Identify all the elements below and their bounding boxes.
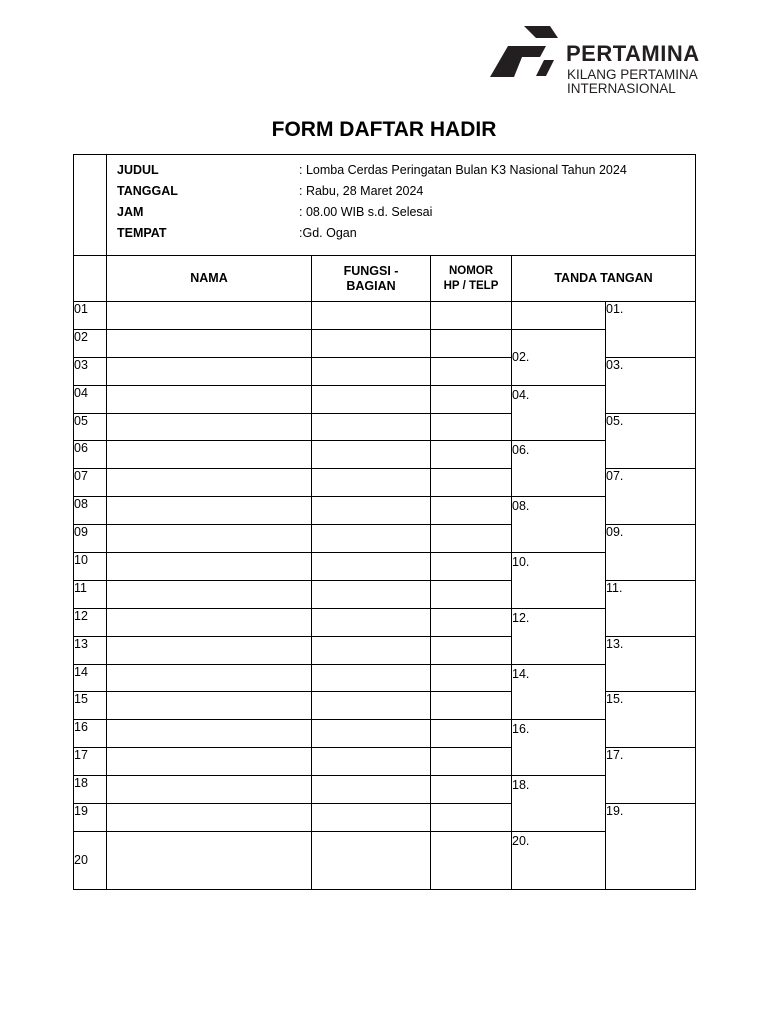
row-number: 18 (74, 776, 107, 804)
info-label: JAM (117, 205, 144, 219)
nama-field[interactable] (107, 608, 312, 636)
nomor-hp-field[interactable] (431, 580, 512, 608)
fungsi-field[interactable] (312, 497, 431, 525)
nama-field[interactable] (107, 580, 312, 608)
nomor-hp-field[interactable] (431, 720, 512, 748)
header-row (74, 256, 696, 302)
nama-field[interactable] (107, 776, 312, 804)
header-nomor-hp: NOMOR HP / TELP (431, 256, 512, 302)
fungsi-field[interactable] (312, 413, 431, 441)
nomor-hp-field[interactable] (431, 525, 512, 553)
row-number: 11 (74, 580, 107, 608)
row-number: 20 (74, 831, 107, 889)
attendance-row (74, 831, 696, 889)
header-fungsi-bagian: FUNGSI - BAGIAN (312, 256, 431, 302)
fungsi-field[interactable] (312, 580, 431, 608)
info-row-tanggal (117, 182, 685, 203)
row-number: 17 (74, 748, 107, 776)
fungsi-field[interactable] (312, 329, 431, 357)
signature-left-blank (512, 302, 606, 330)
nama-field[interactable] (107, 831, 312, 889)
signature-field-right[interactable]: 19. (606, 804, 696, 890)
fungsi-field[interactable] (312, 553, 431, 581)
row-number: 01 (74, 302, 107, 330)
nama-field[interactable] (107, 804, 312, 832)
signature-field-right[interactable]: 13. (606, 636, 696, 692)
fungsi-field[interactable] (312, 302, 431, 330)
attendance-row (74, 302, 696, 330)
nomor-hp-field[interactable] (431, 776, 512, 804)
row-number: 16 (74, 720, 107, 748)
info-value: : Lomba Cerdas Peringatan Bulan K3 Nasional Tahun 2024 (299, 163, 627, 177)
signature-field-left[interactable]: 08. (512, 497, 606, 553)
fungsi-field[interactable] (312, 804, 431, 832)
info-value: : Rabu, 28 Maret 2024 (299, 184, 424, 198)
nomor-hp-field[interactable] (431, 441, 512, 469)
logo-subtitle-line2: INTERNASIONAL (567, 81, 676, 96)
row-number: 13 (74, 636, 107, 664)
fungsi-field[interactable] (312, 692, 431, 720)
fungsi-field[interactable] (312, 441, 431, 469)
info-row-tempat (117, 224, 685, 245)
attendance-row (74, 385, 696, 413)
logo-subtitle-line1: KILANG PERTAMINA (567, 67, 698, 82)
nama-field[interactable] (107, 748, 312, 776)
attendance-row (74, 720, 696, 748)
fungsi-field[interactable] (312, 469, 431, 497)
signature-field-right[interactable]: 15. (606, 692, 696, 748)
signature-field-left[interactable]: 18. (512, 776, 606, 832)
header-nama: NAMA (107, 256, 312, 302)
nama-field[interactable] (107, 525, 312, 553)
row-number: 14 (74, 664, 107, 692)
nama-field[interactable] (107, 692, 312, 720)
nomor-hp-field[interactable] (431, 664, 512, 692)
info-value: : 08.00 WIB s.d. Selesai (299, 205, 433, 219)
fungsi-field[interactable] (312, 831, 431, 889)
nama-field[interactable] (107, 664, 312, 692)
nomor-hp-field[interactable] (431, 636, 512, 664)
signature-field-left[interactable]: 20. (512, 831, 606, 889)
nomor-hp-field[interactable] (431, 302, 512, 330)
info-label: JUDUL (117, 163, 159, 177)
nama-field[interactable] (107, 385, 312, 413)
signature-field-left[interactable]: 02. (512, 329, 606, 385)
signature-field-right[interactable]: 07. (606, 469, 696, 525)
nomor-hp-field[interactable] (431, 357, 512, 385)
row-number: 15 (74, 692, 107, 720)
header-blank-cell (74, 256, 107, 302)
info-section-row (74, 155, 696, 256)
nama-field[interactable] (107, 469, 312, 497)
row-number: 07 (74, 469, 107, 497)
nama-field[interactable] (107, 553, 312, 581)
pertamina-emblem-icon (488, 24, 560, 80)
signature-field-left[interactable]: 16. (512, 720, 606, 776)
row-number: 12 (74, 608, 107, 636)
nomor-hp-field[interactable] (431, 553, 512, 581)
signature-field-right[interactable]: 11. (606, 580, 696, 636)
fungsi-field[interactable] (312, 776, 431, 804)
fungsi-field[interactable] (312, 720, 431, 748)
nama-field[interactable] (107, 497, 312, 525)
row-number: 06 (74, 441, 107, 469)
row-number: 05 (74, 413, 107, 441)
nama-field[interactable] (107, 302, 312, 330)
row-number: 19 (74, 804, 107, 832)
info-row-jam (117, 203, 685, 224)
attendance-row (74, 776, 696, 804)
signature-field-left[interactable]: 10. (512, 553, 606, 609)
fungsi-field[interactable] (312, 385, 431, 413)
info-block (107, 155, 696, 256)
nomor-hp-field[interactable] (431, 608, 512, 636)
signature-field-right[interactable]: 05. (606, 413, 696, 469)
attendance-row (74, 553, 696, 581)
signature-field-right[interactable]: 09. (606, 525, 696, 581)
fungsi-field[interactable] (312, 636, 431, 664)
nama-field[interactable] (107, 357, 312, 385)
row-number: 09 (74, 525, 107, 553)
fungsi-field[interactable] (312, 608, 431, 636)
nama-field[interactable] (107, 441, 312, 469)
signature-field-right[interactable]: 03. (606, 357, 696, 413)
nomor-hp-field[interactable] (431, 831, 512, 889)
info-label: TANGGAL (117, 184, 178, 198)
nama-field[interactable] (107, 636, 312, 664)
fungsi-field[interactable] (312, 664, 431, 692)
nomor-hp-field[interactable] (431, 469, 512, 497)
attendance-row (74, 441, 696, 469)
attendance-row (74, 608, 696, 636)
row-number: 08 (74, 497, 107, 525)
logo-name: PERTAMINA (566, 41, 700, 66)
nomor-hp-field[interactable] (431, 748, 512, 776)
attendance-row (74, 497, 696, 525)
nomor-hp-field[interactable] (431, 329, 512, 357)
nama-field[interactable] (107, 720, 312, 748)
attendance-row (74, 664, 696, 692)
nomor-hp-field[interactable] (431, 692, 512, 720)
nomor-hp-field[interactable] (431, 385, 512, 413)
fungsi-field[interactable] (312, 748, 431, 776)
nama-field[interactable] (107, 329, 312, 357)
signature-field-left[interactable]: 06. (512, 441, 606, 497)
info-label: TEMPAT (117, 226, 167, 240)
signature-field-right[interactable]: 01. (606, 302, 696, 358)
nomor-hp-field[interactable] (431, 804, 512, 832)
nomor-hp-field[interactable] (431, 413, 512, 441)
signature-field-left[interactable]: 04. (512, 385, 606, 441)
attendance-row (74, 329, 696, 357)
info-value: :Gd. Ogan (299, 226, 357, 240)
row-number: 03 (74, 357, 107, 385)
pertamina-logo (488, 24, 728, 98)
row-number: 04 (74, 385, 107, 413)
row-number: 10 (74, 553, 107, 581)
attendance-table (73, 154, 696, 890)
fungsi-field[interactable] (312, 357, 431, 385)
form-title: FORM DAFTAR HADIR (271, 118, 497, 141)
info-blank-cell (74, 155, 107, 256)
row-number: 02 (74, 329, 107, 357)
nomor-hp-field[interactable] (431, 497, 512, 525)
signature-field-left[interactable]: 14. (512, 664, 606, 720)
info-row-judul (117, 161, 685, 182)
header-tanda-tangan: TANDA TANGAN (512, 256, 696, 302)
signature-field-left[interactable]: 12. (512, 608, 606, 664)
signature-field-right[interactable]: 17. (606, 748, 696, 804)
fungsi-field[interactable] (312, 525, 431, 553)
nama-field[interactable] (107, 413, 312, 441)
